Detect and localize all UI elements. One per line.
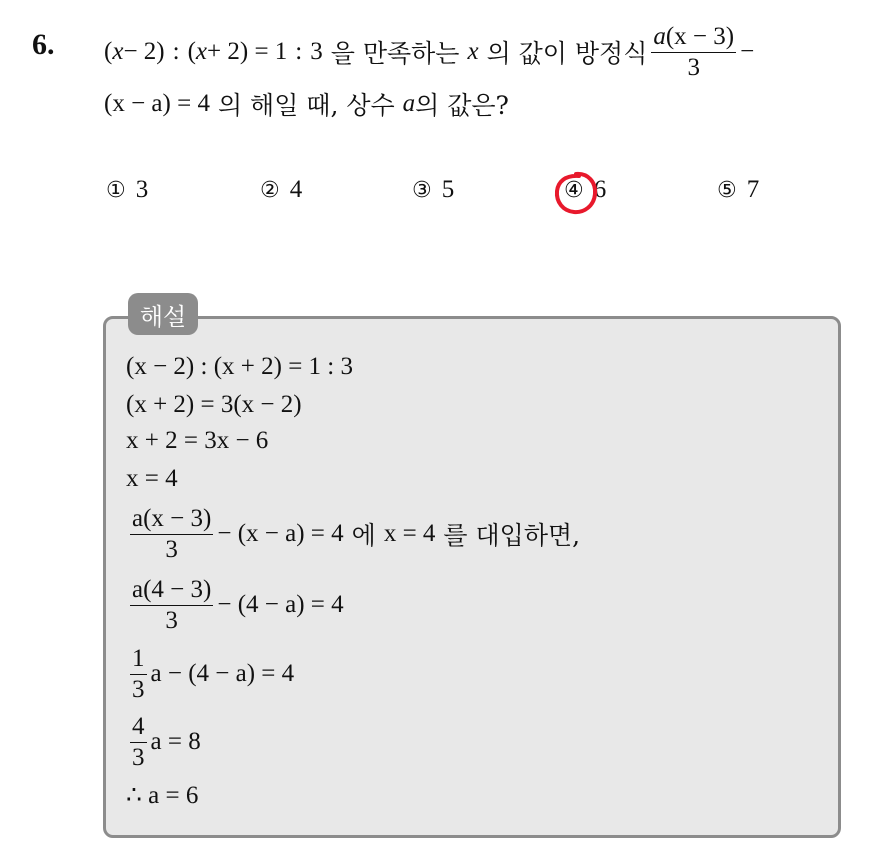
solution-line-1 [126, 350, 353, 384]
frac-den: 3 [687, 53, 700, 81]
solution-line-5-num: a(x − 3) [130, 505, 213, 535]
text-value-eq: 의 값이 방정식 [486, 39, 648, 68]
solution-line-6-den: 3 [165, 606, 178, 634]
solution-line-8 [126, 710, 201, 774]
trail-minus: − [740, 38, 755, 65]
solution-line-5-text-on: 에 [351, 521, 376, 550]
solution-line-6-num: a(4 − 3) [130, 576, 213, 606]
solution-line-8-fraction [130, 713, 147, 771]
solution-line-5-text-end: 를 대입하면, [443, 521, 581, 550]
option-3-mark: ③ [412, 177, 432, 203]
solution-line-9 [126, 778, 198, 812]
solution-line-3-text: x + 2 = 3x − 6 [126, 427, 269, 454]
ratio-colon: : [172, 38, 180, 65]
solution-line-7-num: 1 [130, 645, 147, 675]
line2-equation: (x − a) = 4 [104, 90, 210, 117]
solution-line-5-rest: − (x − a) = 4 [217, 520, 344, 547]
line2-end: 의 값은? [415, 91, 509, 120]
solution-line-6-fraction [130, 576, 213, 634]
option-2-value: 4 [289, 176, 303, 203]
line2-text: 의 해일 때, 상수 [217, 91, 395, 120]
solution-line-8-rest: a = 8 [150, 728, 201, 755]
ratio-three: 3 [310, 38, 323, 65]
solution-label: 해설 [128, 293, 198, 335]
solution-line-3 [126, 424, 268, 458]
option-1[interactable] [106, 176, 148, 204]
question-number: 6. [32, 28, 55, 61]
frac-num-a: a [653, 23, 666, 50]
solution-line-7-rest: a − (4 − a) = 4 [150, 660, 295, 687]
solution-line-7-den: 3 [132, 675, 145, 703]
option-2-mark: ② [260, 177, 280, 203]
option-3[interactable] [412, 176, 454, 204]
solution-line-9-text: ∴ a = 6 [126, 782, 199, 809]
ratio-open: ( [104, 38, 113, 65]
question-line-1 [104, 22, 754, 82]
var-a: a [402, 90, 416, 117]
option-3-value: 5 [441, 176, 455, 203]
ratio-term-1: − 2) [123, 38, 165, 65]
option-5-value: 7 [746, 176, 760, 203]
solution-line-5 [126, 502, 580, 566]
question-line-2 [104, 86, 509, 122]
question-fraction [651, 23, 736, 81]
frac-num-rest: (x − 3) [665, 23, 735, 50]
option-1-mark: ① [106, 177, 126, 203]
solution-line-2 [126, 388, 302, 422]
solution-line-5-fraction [130, 505, 213, 563]
solution-line-2-text: (x + 2) = 3(x − 2) [126, 391, 302, 418]
option-4-mark: ④ [564, 177, 584, 203]
text-satisfy: 을 만족하는 [330, 39, 460, 68]
var-x: x [112, 38, 124, 65]
solution-line-4 [126, 462, 178, 496]
solution-line-8-den: 3 [132, 743, 145, 771]
option-4-value: 6 [593, 176, 607, 203]
option-5-mark: ⑤ [717, 177, 737, 203]
ratio-term-2: + 2) = 1 [207, 38, 288, 65]
ratio-colon-2: : [295, 38, 303, 65]
solution-line-1-text: (x − 2) : (x + 2) = 1 : 3 [126, 353, 353, 380]
option-1-value: 3 [135, 176, 149, 203]
solution-line-4-text: x = 4 [126, 465, 178, 492]
solution-line-8-num: 4 [130, 713, 147, 743]
answer-options [0, 176, 884, 212]
solution-line-6-rest: − (4 − a) = 4 [217, 591, 344, 618]
solution-line-5-den: 3 [165, 535, 178, 563]
option-2[interactable] [260, 176, 302, 204]
ratio-open-2: ( [187, 38, 196, 65]
var-x: x [195, 38, 208, 65]
solution-line-6 [126, 573, 344, 637]
solution-line-7 [126, 642, 294, 706]
solution-line-7-fraction [130, 645, 147, 703]
option-5[interactable] [717, 176, 759, 204]
selected-answer-circle-icon [553, 170, 599, 216]
solution-line-5-sub: x = 4 [383, 520, 436, 547]
var-x: x [467, 38, 479, 65]
